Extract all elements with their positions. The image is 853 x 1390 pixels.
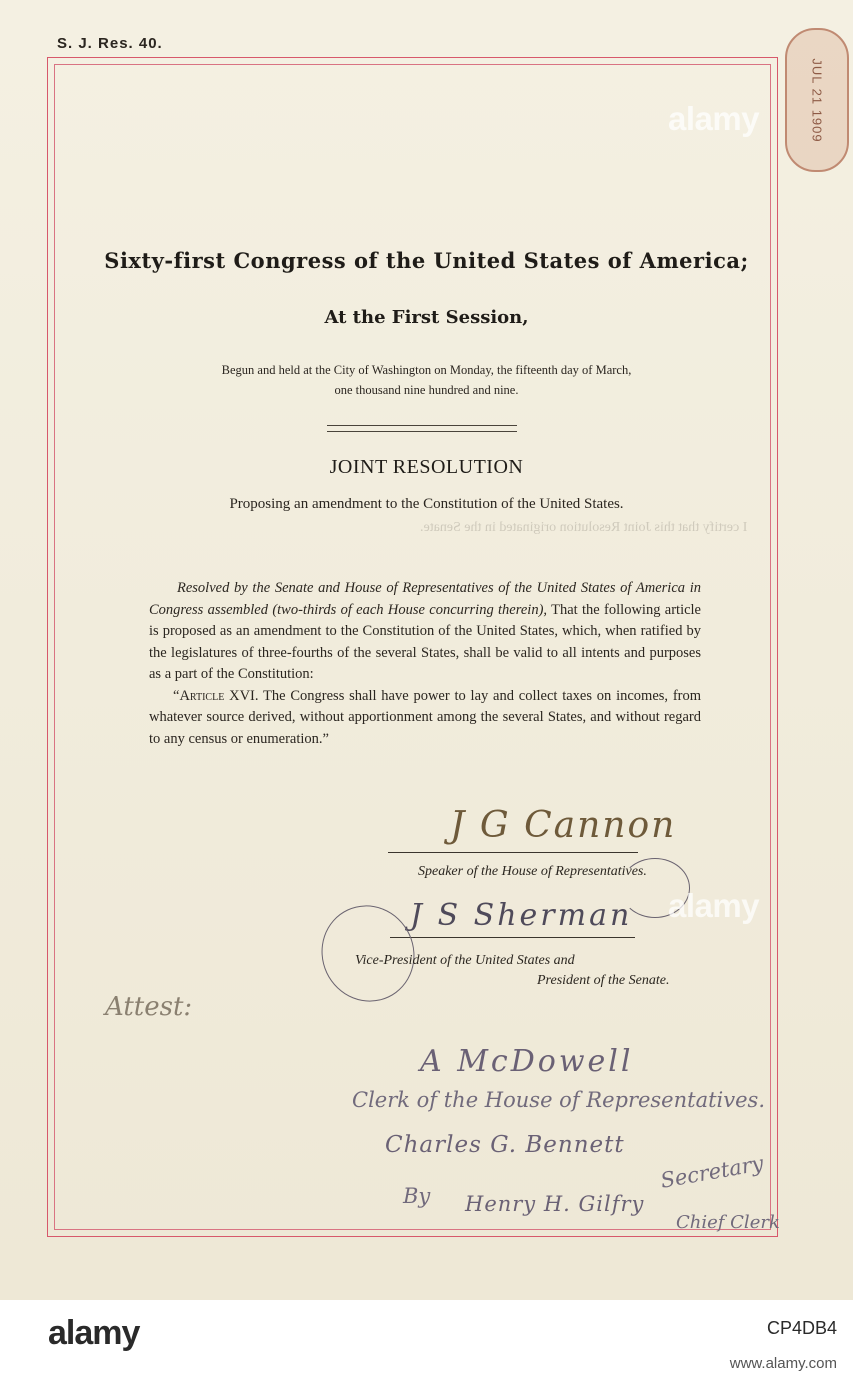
chief-clerk-handwriting: Chief Clerk	[676, 1212, 780, 1233]
session-heading: At the First Session,	[324, 307, 529, 328]
signature-line-speaker	[388, 852, 638, 853]
alamy-url[interactable]: www.alamy.com	[729, 1355, 837, 1372]
signature-sherman: J S Sherman	[410, 898, 633, 933]
begun-line-2: one thousand nine hundred and nine.	[334, 383, 519, 397]
signature-mcdowell: A McDowell	[420, 1044, 634, 1079]
alamy-logo: alamy	[48, 1314, 140, 1352]
received-stamp	[785, 28, 849, 172]
resolved-rest: That the following article is proposed as an amendment to the Constitution of the United States, which, when ratified by the legislatures of three-fourths of the several States, shall be valid to all intents and purposes as a part of the Constitution:	[149, 601, 701, 682]
begun-line-1: Begun and held at the City of Washington on Monday, the fifteenth day of March,	[221, 363, 632, 377]
double-rule	[327, 425, 517, 432]
image-id: CP4DB4	[766, 1318, 837, 1338]
speaker-title: Speaker of the House of Representatives.	[418, 864, 647, 879]
secretary-handwriting: Secretary	[658, 1151, 766, 1193]
resolution-body	[149, 578, 701, 750]
watermark-mid: alamy	[668, 887, 760, 924]
begun-text	[110, 360, 743, 400]
article-text: The Congress shall have power to lay and collect taxes on incomes, from whatever source derived, without apportionment among the several States, and without regard to any census or enumeration.”	[149, 687, 702, 747]
article-label: Article XVI.	[179, 687, 259, 704]
document-subtitle: Proposing an amendment to the Constitution of the United States.	[229, 496, 624, 512]
by-handwriting: By	[403, 1184, 431, 1208]
watermark-top: alamy	[668, 100, 760, 137]
stamp-date: JUL 21 1909	[809, 57, 825, 143]
resolution-number: S. J. Res. 40.	[57, 35, 163, 52]
resolved-clause: Resolved by the Senate and House of Representatives of the United States of America in Congress assembled (two-thirds of each House concurring therein),	[149, 580, 701, 618]
signature-cannon: J G Cannon	[450, 805, 677, 846]
vp-title-line-2: President of the Senate.	[537, 973, 670, 988]
resolved-paragraph	[149, 578, 701, 686]
signature-line-vp	[390, 937, 635, 938]
attest-handwriting: Attest:	[105, 992, 193, 1022]
clerk-house-handwriting: Clerk of the House of Representatives.	[352, 1088, 765, 1112]
signature-bennett: Charles G. Bennett	[385, 1132, 625, 1158]
signature-gilfry: Henry H. Gilfry	[465, 1192, 645, 1216]
article-paragraph	[149, 686, 701, 751]
congress-heading: Sixty-first Congress of the United States of America;	[104, 248, 749, 273]
document-title: JOINT RESOLUTION	[329, 456, 524, 478]
vp-title-line-1: Vice-President of the United States and	[355, 953, 575, 968]
offset-ghost-text: I certify that this Joint Resolution originated in the Senate.	[420, 520, 748, 535]
article-open-quote: “	[173, 687, 180, 704]
